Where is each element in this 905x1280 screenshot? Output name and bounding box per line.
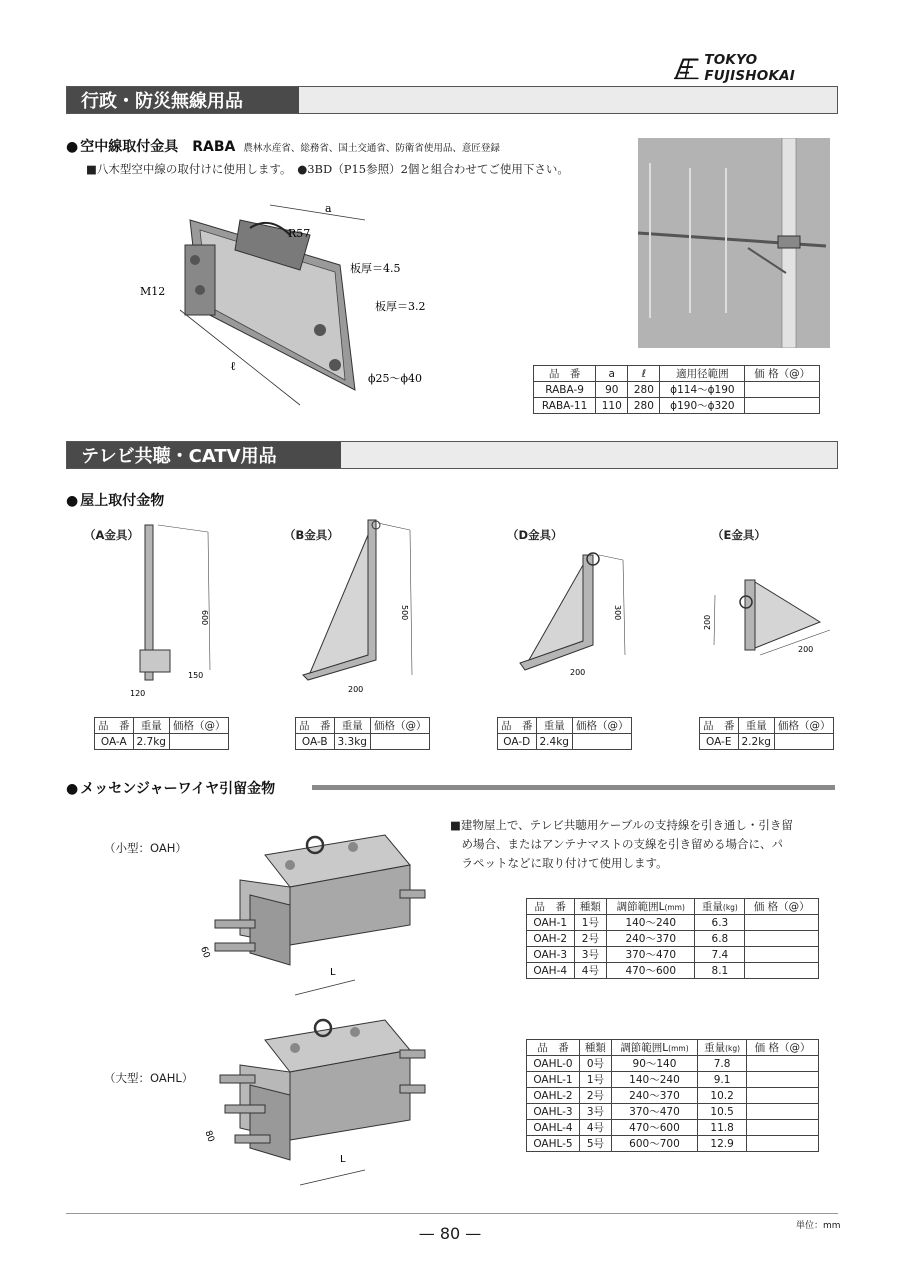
cell: OA-D: [498, 734, 537, 750]
col-header: 重量: [738, 718, 774, 734]
col-header: 重量(kg): [695, 899, 745, 915]
bullet-icon: ●: [66, 139, 79, 155]
roof-heading: [66, 490, 164, 510]
table-row: [534, 398, 820, 414]
cell: OA-E: [700, 734, 739, 750]
label-small-oah: （小型：OAH）: [104, 841, 187, 855]
col-header: 適用径範囲: [660, 366, 745, 382]
label-e-bracket: （E金具）: [712, 528, 766, 542]
col-header: 重量: [334, 718, 370, 734]
table-row: OAHL-4 4号 470～600 11.8: [527, 1120, 819, 1136]
col-header: 重量(kg): [698, 1040, 747, 1056]
cell: [572, 734, 632, 750]
cell: OA-B: [296, 734, 335, 750]
oa-a-table: [94, 717, 229, 750]
raba-bracket-drawing: [140, 190, 440, 415]
col-header: 品 番: [95, 718, 134, 734]
table-row: OAHL-0 0号 90～140 7.8: [527, 1056, 819, 1072]
col-header: 品 番: [700, 718, 739, 734]
oa-b-table: [295, 717, 430, 750]
a-bracket-drawing: [130, 520, 230, 705]
table-row: OAH-3 3号 370～470 7.4: [527, 947, 819, 963]
brand-logo: [674, 54, 844, 82]
col-header: 品 番: [527, 1040, 580, 1056]
col-header: 価格（@）: [169, 718, 229, 734]
messenger-heading: [66, 778, 275, 798]
raba-desc: ■八木型空中線の取付けに使用します。 ●3BD（P15参照）2個と組合わせてご使用下さい。: [86, 162, 569, 176]
col-header: 価格（@）: [572, 718, 632, 734]
raba-note: 農林水産省、総務省、国土交通省、防衛省使用品、意匠登録: [243, 143, 500, 154]
dim-200-h: 200: [798, 645, 814, 654]
label-d-bracket: （D金具）: [507, 528, 563, 542]
roof-title: 屋上取付金物: [80, 493, 165, 509]
col-header: 品 番: [527, 899, 575, 915]
bullet-icon: ●: [66, 781, 79, 797]
cell: 2.7kg: [133, 734, 169, 750]
dim-t2: 板厚＝3.2: [375, 300, 426, 313]
oa-d-table: [497, 717, 632, 750]
col-header: 種類: [579, 1040, 611, 1056]
table-row: OAHL-5 5号 600～700 12.9: [527, 1136, 819, 1152]
dim-phi: ϕ25～ϕ40: [368, 372, 422, 385]
dim-500: 500: [400, 605, 409, 621]
label-a-bracket: （A金具）: [84, 528, 139, 542]
raba-antenna-photo: [638, 138, 830, 348]
oahl-large-drawing: [195, 1010, 435, 1190]
cell: RABA-11: [534, 398, 596, 414]
cell: ϕ190～ϕ320: [660, 398, 745, 414]
col-header: 重量: [133, 718, 169, 734]
cell: 280: [628, 382, 660, 398]
cell: 280: [628, 398, 660, 414]
messenger-desc: [450, 816, 793, 873]
label-large-oahl: （大型：OAHL）: [104, 1071, 194, 1085]
table-row: OAHL-2 2号 240～370 10.2: [527, 1088, 819, 1104]
oah-small-drawing: [195, 825, 435, 1000]
cell: 2.4kg: [536, 734, 572, 750]
footer-rule: [66, 1213, 838, 1214]
bullet-icon: ●: [66, 493, 79, 509]
unit-note: 単位：mm: [796, 1221, 841, 1231]
raba-heading: [66, 136, 500, 156]
dim-300: 300: [613, 605, 622, 621]
table-row: OAHL-3 3号 370～470 10.5: [527, 1104, 819, 1120]
cell: ϕ114～ϕ190: [660, 382, 745, 398]
cell: [774, 734, 834, 750]
d-bracket-drawing: [515, 545, 635, 685]
cell: 3.3kg: [334, 734, 370, 750]
cell: OA-A: [95, 734, 134, 750]
heading-rule: [312, 785, 835, 790]
table-row: OAH-2 2号 240～370 6.8: [527, 931, 819, 947]
table-row: [534, 382, 820, 398]
dim-600: 600: [200, 610, 209, 626]
cell: 90: [596, 382, 628, 398]
dim-200-v: 200: [703, 614, 712, 630]
raba-table: [533, 365, 820, 414]
e-bracket-drawing: [700, 570, 840, 670]
cell: 2.2kg: [738, 734, 774, 750]
table-row: [95, 734, 229, 750]
table-row: [296, 734, 430, 750]
col-header: a: [596, 366, 628, 382]
dim-l: L: [330, 967, 336, 978]
col-header: 品 番: [534, 366, 596, 382]
dim-200: 200: [570, 668, 586, 677]
dim-80: 80: [202, 1129, 216, 1144]
table-row: [498, 734, 632, 750]
oahl-table: [526, 1039, 819, 1152]
fujishokai-logo-icon: [674, 55, 700, 81]
col-header: 価格（@）: [370, 718, 430, 734]
col-header: 調節範囲L(mm): [611, 1040, 697, 1056]
cell: [370, 734, 430, 750]
col-header: 種類: [574, 899, 607, 915]
col-header: 価 格（@）: [747, 1040, 819, 1056]
table-row: OAHL-1 1号 140～240 9.1: [527, 1072, 819, 1088]
dim-l: ℓ: [230, 359, 236, 373]
col-header: 調節範囲L(mm): [607, 899, 695, 915]
dim-a: a: [325, 202, 332, 215]
col-header: 品 番: [296, 718, 335, 734]
brand-name: TOKYO FUJISHOKAI: [704, 52, 796, 84]
dim-60: 60: [198, 945, 212, 960]
b-bracket-drawing: [298, 515, 418, 695]
table-row: [700, 734, 834, 750]
cell: 110: [596, 398, 628, 414]
messenger-title: メッセンジャーワイヤ引留金物: [80, 781, 276, 797]
col-header: 価 格（@）: [745, 366, 820, 382]
col-header: ℓ: [628, 366, 660, 382]
page-number: — 80 —: [418, 1224, 482, 1243]
section-bar-catv: [66, 441, 838, 469]
raba-title: 空中線取付金具 RABA: [80, 139, 236, 155]
cell: RABA-9: [534, 382, 596, 398]
oah-table: [526, 898, 819, 979]
table-row: OAH-1 1号 140～240 6.3: [527, 915, 819, 931]
col-header: 価 格（@）: [745, 899, 819, 915]
dim-r57: R57: [288, 227, 311, 240]
dim-l: L: [340, 1154, 346, 1165]
section-title-admin: 行政・防災無線用品: [67, 87, 299, 113]
dim-120: 120: [130, 689, 146, 698]
dim-150: 150: [188, 671, 204, 680]
desc-line: ■建物屋上で、テレビ共聴用ケーブルの支持線を引き通し・引き留: [450, 818, 793, 832]
table-row: OAH-4 4号 470～600 8.1: [527, 963, 819, 979]
col-header: 重量: [536, 718, 572, 734]
dim-t1: 板厚＝4.5: [350, 262, 401, 275]
desc-line: め場合、またはアンテナマストの支線を引き留める場合に、パ: [450, 837, 784, 851]
section-title-catv: テレビ共聴・CATV用品: [67, 442, 341, 468]
section-bar-admin: [66, 86, 838, 114]
col-header: 価格（@）: [774, 718, 834, 734]
label-b-bracket: （B金具）: [284, 528, 339, 542]
col-header: 品 番: [498, 718, 537, 734]
cell: [745, 398, 820, 414]
oa-e-table: [699, 717, 834, 750]
desc-line: ラペットなどに取り付けて使用します。: [450, 856, 668, 870]
cell: [169, 734, 229, 750]
dim-200: 200: [348, 685, 364, 694]
dim-m12: M12: [140, 285, 166, 298]
cell: [745, 382, 820, 398]
